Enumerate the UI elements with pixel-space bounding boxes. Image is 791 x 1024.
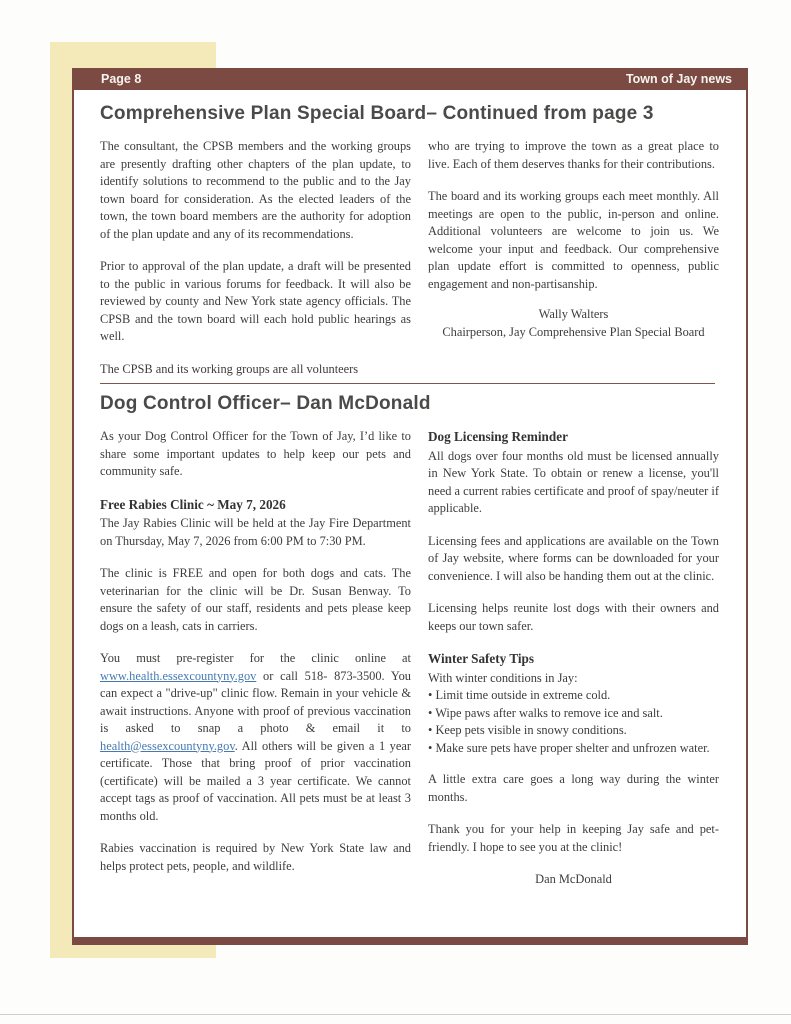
winter-safety-intro: With winter conditions in Jay: — [428, 670, 578, 685]
dog-intro-paragraph: As your Dog Control Officer for the Town of Jay, I’d like to share some important updates to help keep our pets and community safe. — [100, 429, 411, 478]
bottom-border-bar — [72, 937, 748, 945]
rabies-clinic-paragraph: The clinic is FREE and open for both dogs and cats. The veterinarian for the clinic will be Dr. Susan Benway. To ensure the safety of our staff, residents and pets please keep dogs on a leash, cats in carriers. — [100, 566, 411, 633]
cpsb-signature — [428, 306, 719, 341]
scan-artifact-line — [0, 1014, 791, 1015]
dog-columns — [100, 428, 719, 889]
page-number-label: Page 8 — [101, 72, 142, 86]
pre-register-text: . All others will be given a 1 year certificate. Those that bring proof of prior vaccination (certificate) will be mailed a 3 year certificate. We cannot accept tags as proof of vaccination. All pets must be at least 3 months old. — [100, 738, 411, 823]
masthead-bar — [74, 68, 746, 90]
rabies-clinic-heading: Free Rabies Clinic ~ May 7, 2026 — [100, 496, 286, 512]
pre-register-paragraph — [100, 650, 411, 825]
health-email-link[interactable]: health@essexcountyny.gov — [100, 738, 235, 753]
dog-licensing-paragraph: Licensing fees and applications are available on the Town of Jay website, where forms can be downloaded for your convenience. I will also be handing them out at the clinic. — [428, 533, 719, 583]
extra-care-paragraph: A little extra care goes a long way during the winter months. — [428, 772, 719, 804]
winter-safety-bullet: • Wipe paws after walks to remove ice and salt. — [428, 705, 719, 723]
winter-safety-bullet: • Keep pets visible in snowy conditions. — [428, 722, 719, 740]
cpsb-paragraph: Prior to approval of the plan update, a draft will be presented to the public in various forums for feedback. It will also be reviewed by county and New York state agency officials. The CPSB and the town board will each hold public hearings as well. — [100, 259, 411, 343]
cpsb-right-column — [428, 138, 719, 378]
winter-safety-heading: Winter Safety Tips — [428, 651, 535, 666]
winter-safety-bullet: • Make sure pets have proper shelter and unfrozen water. — [428, 740, 719, 758]
dog-section-title: Dog Control Officer– Dan McDonald — [100, 393, 431, 414]
cpsb-paragraph: The consultant, the CPSB members and the working groups are presently drafting other chapters of the plan update, to identify solutions to recommend to the public and to the Jay town board for consideration. As the elected leaders of the town, the town board members are the authority for adoption of the plan update and any of its recommendations. — [100, 139, 411, 241]
cpsb-paragraph: The board and its working groups each meet monthly. All meetings are open to the public, in-person and online. Additional volunteers are welcome to join us. We welcome your input and feedback. Our comprehensive plan update effort is committed to openness, public engagement and non-partisanship. — [428, 189, 719, 291]
cpsb-section-title: Comprehensive Plan Special Board– Continued from page 3 — [100, 103, 654, 124]
dog-signature: Dan McDonald — [535, 872, 612, 886]
pre-register-text: You must pre-register for the clinic online at — [100, 651, 411, 665]
dog-licensing-paragraph: Licensing helps reunite lost dogs with their owners and keeps our town safer. — [428, 601, 719, 633]
dog-licensing-heading: Dog Licensing Reminder — [428, 429, 568, 444]
publication-title: Town of Jay news — [625, 72, 732, 86]
cpsb-left-column — [100, 138, 411, 378]
rabies-clinic-paragraph: The Jay Rabies Clinic will be held at the Jay Fire Department on Thursday, May 7, 2026 from 6:00 PM to 7:30 PM. — [100, 516, 411, 548]
page-content — [74, 90, 746, 889]
cpsb-paragraph: who are trying to improve the town as a great place to live. Each of them deserves thanks for their contributions. — [428, 139, 719, 171]
dog-right-column — [428, 428, 719, 889]
cpsb-columns — [100, 138, 719, 378]
winter-safety-bullet: • Limit time outside in extreme cold. — [428, 687, 719, 705]
signature-role: Chairperson, Jay Comprehensive Plan Special Board — [442, 324, 705, 339]
dog-licensing-paragraph: All dogs over four months old must be licensed annually in New York State. To obtain or renew a license, you'll need a current rabies certificate and proof of spay/neuter if applicable. — [428, 448, 719, 515]
dog-left-column — [100, 428, 411, 889]
winter-safety-bullet-list — [428, 687, 719, 757]
rabies-law-paragraph: Rabies vaccination is required by New York State law and helps protect pets, people, and wildlife. — [100, 841, 411, 873]
pre-register-text: or call 518- 873-3500. You can expect a "drive-up" clinic flow. Remain in your vehicle & await instructions. Anyone with proof of previous vaccination is asked to snap a photo & email it to — [100, 668, 411, 735]
section-divider — [100, 383, 715, 384]
cpsb-paragraph: The CPSB and its working groups are all volunteers — [100, 361, 359, 376]
health-website-link[interactable]: www.health.essexcountyny.gov — [100, 668, 257, 683]
thanks-paragraph: Thank you for your help in keeping Jay safe and pet-friendly. I hope to see you at the clinic! — [428, 822, 719, 854]
newsletter-sheet — [72, 68, 748, 945]
signature-name: Wally Walters — [538, 307, 609, 321]
